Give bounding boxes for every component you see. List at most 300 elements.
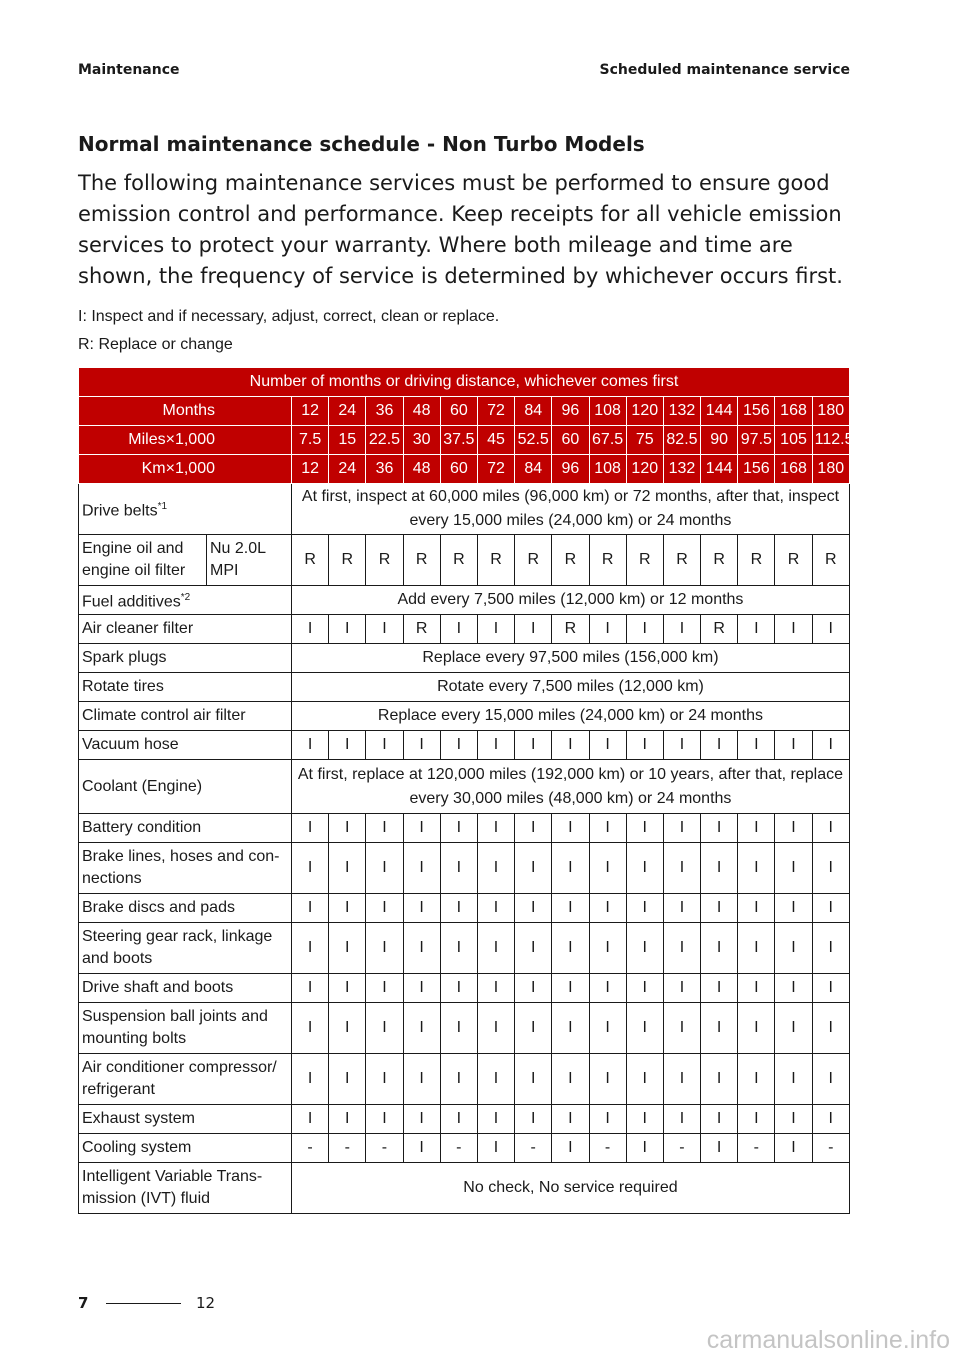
service-action-cell: - bbox=[329, 1134, 366, 1163]
service-action-cell: I bbox=[403, 1105, 440, 1134]
service-action-cell: R bbox=[403, 615, 440, 644]
footer-rule bbox=[106, 1303, 181, 1304]
service-action-cell: I bbox=[626, 1105, 663, 1134]
service-action-cell: I bbox=[515, 814, 552, 843]
service-action-cell: R bbox=[552, 535, 589, 586]
service-action-cell: I bbox=[552, 894, 589, 923]
service-action-cell: I bbox=[552, 814, 589, 843]
table-row bbox=[79, 843, 850, 894]
km-interval-cell: 120 bbox=[626, 455, 663, 484]
service-item bbox=[79, 673, 292, 702]
service-item-label: Spark plugs bbox=[82, 649, 167, 666]
service-item bbox=[79, 1163, 292, 1214]
page-number: 12 bbox=[196, 1294, 216, 1312]
months-interval-cell: 180 bbox=[812, 397, 849, 426]
service-action-cell: I bbox=[440, 731, 477, 760]
header-row-km bbox=[79, 455, 850, 484]
service-item bbox=[79, 1134, 292, 1163]
miles-interval-cell: 75 bbox=[626, 426, 663, 455]
service-action-cell: I bbox=[329, 731, 366, 760]
service-action-cell: I bbox=[626, 894, 663, 923]
service-action-cell: I bbox=[775, 615, 812, 644]
legend-inspect: I: Inspect and if necessary, adjust, correct, clean or replace. bbox=[78, 308, 500, 325]
service-action-cell: I bbox=[292, 894, 329, 923]
service-action-cell: I bbox=[515, 731, 552, 760]
months-interval-cell: 156 bbox=[738, 397, 775, 426]
table-row bbox=[79, 974, 850, 1003]
service-action-cell: I bbox=[701, 843, 738, 894]
miles-interval-cell: 105 bbox=[775, 426, 812, 455]
footnote-mark: *2 bbox=[180, 591, 191, 603]
service-action-cell: R bbox=[552, 615, 589, 644]
table-row bbox=[79, 673, 850, 702]
service-action-cell: I bbox=[552, 1105, 589, 1134]
service-interval-text: At first, replace at 120,000 miles (192,000 km) or 10 years, after that, replace every 30,000 miles (48,000 km) or 24 months bbox=[292, 760, 850, 814]
service-action-cell: I bbox=[663, 731, 700, 760]
service-action-cell: I bbox=[738, 1054, 775, 1105]
table-row bbox=[79, 535, 850, 586]
service-action-cell: I bbox=[552, 1054, 589, 1105]
service-action-cell: I bbox=[589, 894, 626, 923]
service-interval-text: Add every 7,500 miles (12,000 km) or 12 months bbox=[292, 586, 850, 615]
service-action-cell: I bbox=[663, 1054, 700, 1105]
service-interval-text: Replace every 15,000 miles (24,000 km) or 24 months bbox=[292, 702, 850, 731]
service-action-cell: I bbox=[738, 1003, 775, 1054]
service-action-cell: I bbox=[626, 843, 663, 894]
months-interval-cell: 132 bbox=[663, 397, 700, 426]
service-action-cell: I bbox=[477, 843, 514, 894]
service-interval-text: Rotate every 7,500 miles (12,000 km) bbox=[292, 673, 850, 702]
intro-paragraph: The following maintenance services must be performed to ensure good emission control and performance. Keep receipts for all vehicle emission services to protect your warranty. Where both mileage and time are shown, the frequency of service is determined by whichever occurs first. bbox=[78, 171, 843, 288]
service-item-label: Drive belts bbox=[82, 502, 158, 520]
service-action-cell: I bbox=[292, 1054, 329, 1105]
service-action-cell: R bbox=[440, 535, 477, 586]
service-action-cell: I bbox=[403, 731, 440, 760]
service-action-cell: I bbox=[738, 615, 775, 644]
table-row bbox=[79, 1105, 850, 1134]
service-action-cell: I bbox=[812, 894, 849, 923]
service-action-cell: I bbox=[329, 1003, 366, 1054]
service-action-cell: I bbox=[515, 1054, 552, 1105]
service-action-cell: I bbox=[626, 923, 663, 974]
section-title: Normal maintenance schedule - Non Turbo Models bbox=[78, 132, 645, 156]
table-row bbox=[79, 1163, 850, 1214]
service-action-cell: I bbox=[329, 923, 366, 974]
table-row bbox=[79, 644, 850, 673]
table-banner: Number of months or driving distance, whichever comes first bbox=[79, 368, 850, 397]
service-action-cell: I bbox=[366, 615, 403, 644]
service-action-cell: I bbox=[403, 923, 440, 974]
service-action-cell: R bbox=[701, 615, 738, 644]
service-action-cell: I bbox=[663, 974, 700, 1003]
table-row bbox=[79, 894, 850, 923]
service-action-cell: I bbox=[552, 1134, 589, 1163]
table-row bbox=[79, 586, 850, 615]
km-interval-cell: 96 bbox=[552, 455, 589, 484]
service-action-cell: I bbox=[366, 974, 403, 1003]
service-action-cell: I bbox=[515, 923, 552, 974]
service-item-label: Suspension ball joints and mounting bolts bbox=[82, 1008, 268, 1047]
table-row bbox=[79, 484, 850, 535]
service-action-cell: I bbox=[701, 1134, 738, 1163]
service-item bbox=[79, 615, 292, 644]
service-item bbox=[79, 484, 292, 535]
service-action-cell: I bbox=[775, 814, 812, 843]
miles-interval-cell: 112.5 bbox=[812, 426, 849, 455]
service-action-cell: I bbox=[775, 974, 812, 1003]
service-action-cell: I bbox=[515, 615, 552, 644]
service-action-cell: I bbox=[366, 1003, 403, 1054]
service-action-cell: I bbox=[589, 923, 626, 974]
service-action-cell: R bbox=[366, 535, 403, 586]
service-action-cell: I bbox=[589, 615, 626, 644]
miles-interval-cell: 90 bbox=[701, 426, 738, 455]
service-action-cell: R bbox=[812, 535, 849, 586]
miles-interval-cell: 97.5 bbox=[738, 426, 775, 455]
service-interval-text: At first, inspect at 60,000 miles (96,000 km) or 72 months, after that, inspect every 15,000 miles (24,000 km) or 24 months bbox=[292, 484, 850, 535]
service-action-cell: I bbox=[477, 1105, 514, 1134]
service-item-label: Climate control air filter bbox=[82, 707, 246, 724]
service-action-cell: I bbox=[738, 1105, 775, 1134]
service-action-cell: I bbox=[589, 731, 626, 760]
months-interval-cell: 96 bbox=[552, 397, 589, 426]
service-action-cell: I bbox=[626, 974, 663, 1003]
table-row bbox=[79, 731, 850, 760]
service-action-cell: R bbox=[589, 535, 626, 586]
miles-interval-cell: 15 bbox=[329, 426, 366, 455]
service-item-label: Intelligent Variable Trans-mission (IVT) fluid bbox=[82, 1168, 263, 1207]
service-action-cell: I bbox=[775, 843, 812, 894]
service-action-cell: I bbox=[626, 814, 663, 843]
table-row bbox=[79, 760, 850, 814]
service-action-cell: I bbox=[775, 894, 812, 923]
service-action-cell: I bbox=[329, 974, 366, 1003]
service-action-cell: I bbox=[292, 1003, 329, 1054]
miles-label: Miles×1,000 bbox=[79, 426, 292, 455]
service-item bbox=[79, 1105, 292, 1134]
service-action-cell: I bbox=[292, 974, 329, 1003]
km-interval-cell: 168 bbox=[775, 455, 812, 484]
months-interval-cell: 168 bbox=[775, 397, 812, 426]
service-item-label: Air conditioner compressor/ refrigerant bbox=[82, 1059, 277, 1098]
service-action-cell: I bbox=[738, 894, 775, 923]
service-action-cell: I bbox=[329, 843, 366, 894]
header-row-banner bbox=[79, 368, 850, 397]
miles-interval-cell: 7.5 bbox=[292, 426, 329, 455]
service-item bbox=[79, 1054, 292, 1105]
chapter-number: 7 bbox=[78, 1294, 89, 1312]
table-row bbox=[79, 615, 850, 644]
service-action-cell: I bbox=[775, 1105, 812, 1134]
km-interval-cell: 84 bbox=[515, 455, 552, 484]
service-action-cell: I bbox=[292, 923, 329, 974]
service-action-cell: I bbox=[738, 923, 775, 974]
km-interval-cell: 144 bbox=[701, 455, 738, 484]
service-action-cell: I bbox=[477, 731, 514, 760]
service-action-cell: I bbox=[812, 974, 849, 1003]
km-interval-cell: 72 bbox=[477, 455, 514, 484]
miles-interval-cell: 60 bbox=[552, 426, 589, 455]
service-action-cell: I bbox=[366, 923, 403, 974]
service-interval-text: Replace every 97,500 miles (156,000 km) bbox=[292, 644, 850, 673]
service-action-cell: - bbox=[292, 1134, 329, 1163]
service-action-cell: I bbox=[663, 894, 700, 923]
service-item-label: Engine oil and engine oil filter bbox=[82, 540, 186, 579]
service-action-cell: I bbox=[440, 923, 477, 974]
service-action-cell: R bbox=[403, 535, 440, 586]
service-item bbox=[79, 702, 292, 731]
km-label: Km×1,000 bbox=[79, 455, 292, 484]
service-action-cell: I bbox=[589, 1003, 626, 1054]
service-action-cell: I bbox=[329, 1105, 366, 1134]
km-interval-cell: 36 bbox=[366, 455, 403, 484]
service-item-label: Rotate tires bbox=[82, 678, 164, 695]
service-action-cell: I bbox=[552, 843, 589, 894]
service-action-cell: I bbox=[626, 731, 663, 760]
service-action-cell: I bbox=[701, 731, 738, 760]
service-action-cell: I bbox=[812, 1105, 849, 1134]
service-action-cell: I bbox=[589, 814, 626, 843]
service-action-cell: I bbox=[292, 814, 329, 843]
service-action-cell: I bbox=[775, 1134, 812, 1163]
service-action-cell: I bbox=[775, 1003, 812, 1054]
service-action-cell: I bbox=[589, 974, 626, 1003]
miles-interval-cell: 52.5 bbox=[515, 426, 552, 455]
km-interval-cell: 48 bbox=[403, 455, 440, 484]
service-action-cell: I bbox=[812, 923, 849, 974]
service-action-cell: I bbox=[701, 894, 738, 923]
service-action-cell: I bbox=[663, 843, 700, 894]
months-interval-cell: 144 bbox=[701, 397, 738, 426]
service-action-cell: I bbox=[812, 1003, 849, 1054]
service-item-label: Brake lines, hoses and con-nections bbox=[82, 848, 280, 887]
engine-variant: Nu 2.0L MPI bbox=[207, 535, 292, 586]
service-item-label: Drive shaft and boots bbox=[82, 979, 234, 996]
service-action-cell: I bbox=[403, 894, 440, 923]
service-action-cell: I bbox=[292, 615, 329, 644]
service-action-cell: I bbox=[589, 1105, 626, 1134]
service-action-cell: I bbox=[329, 1054, 366, 1105]
maintenance-schedule-table bbox=[78, 367, 854, 1214]
service-action-cell: - bbox=[589, 1134, 626, 1163]
service-item-label: Brake discs and pads bbox=[82, 899, 235, 916]
service-action-cell: R bbox=[663, 535, 700, 586]
table-row bbox=[79, 923, 850, 974]
months-interval-cell: 12 bbox=[292, 397, 329, 426]
table-row bbox=[79, 1054, 850, 1105]
service-action-cell: I bbox=[440, 1054, 477, 1105]
service-action-cell: I bbox=[515, 974, 552, 1003]
service-action-cell: R bbox=[477, 535, 514, 586]
service-action-cell: R bbox=[738, 535, 775, 586]
service-action-cell: I bbox=[477, 1003, 514, 1054]
km-interval-cell: 156 bbox=[738, 455, 775, 484]
months-label: Months bbox=[79, 397, 292, 426]
service-action-cell: I bbox=[440, 843, 477, 894]
service-item-label: Battery condition bbox=[82, 819, 202, 836]
months-interval-cell: 48 bbox=[403, 397, 440, 426]
miles-interval-cell: 67.5 bbox=[589, 426, 626, 455]
service-item-label: Fuel additives bbox=[82, 593, 181, 611]
service-action-cell: I bbox=[701, 1105, 738, 1134]
service-action-cell: I bbox=[515, 894, 552, 923]
service-action-cell: I bbox=[552, 1003, 589, 1054]
service-action-cell: I bbox=[440, 1003, 477, 1054]
service-action-cell: I bbox=[329, 615, 366, 644]
service-interval-text: No check, No service required bbox=[292, 1163, 850, 1214]
header-section: Scheduled maintenance service bbox=[599, 62, 850, 78]
service-action-cell: I bbox=[663, 615, 700, 644]
service-action-cell: I bbox=[366, 843, 403, 894]
km-interval-cell: 12 bbox=[292, 455, 329, 484]
service-action-cell: I bbox=[477, 923, 514, 974]
service-action-cell: R bbox=[292, 535, 329, 586]
service-action-cell: I bbox=[329, 894, 366, 923]
watermark: carmanualsonline.info bbox=[706, 1326, 950, 1354]
header-row-months bbox=[79, 397, 850, 426]
service-action-cell: I bbox=[812, 843, 849, 894]
service-action-cell: I bbox=[477, 894, 514, 923]
service-action-cell: I bbox=[701, 1003, 738, 1054]
service-action-cell: R bbox=[515, 535, 552, 586]
service-item bbox=[79, 894, 292, 923]
service-action-cell: I bbox=[366, 1054, 403, 1105]
service-action-cell: I bbox=[440, 1105, 477, 1134]
miles-interval-cell: 82.5 bbox=[663, 426, 700, 455]
service-item-label: Vacuum hose bbox=[82, 736, 179, 753]
service-action-cell: I bbox=[440, 974, 477, 1003]
service-action-cell: I bbox=[775, 923, 812, 974]
service-action-cell: R bbox=[329, 535, 366, 586]
km-interval-cell: 60 bbox=[440, 455, 477, 484]
miles-interval-cell: 22.5 bbox=[366, 426, 403, 455]
service-item-label: Cooling system bbox=[82, 1139, 192, 1156]
service-action-cell: I bbox=[663, 923, 700, 974]
service-action-cell: I bbox=[775, 731, 812, 760]
service-action-cell: I bbox=[812, 814, 849, 843]
months-interval-cell: 108 bbox=[589, 397, 626, 426]
service-action-cell: I bbox=[366, 814, 403, 843]
service-action-cell: I bbox=[552, 923, 589, 974]
km-interval-cell: 132 bbox=[663, 455, 700, 484]
service-action-cell: I bbox=[701, 1054, 738, 1105]
service-action-cell: I bbox=[812, 1054, 849, 1105]
service-action-cell: I bbox=[366, 731, 403, 760]
service-action-cell: I bbox=[515, 1003, 552, 1054]
table-row bbox=[79, 814, 850, 843]
service-action-cell: I bbox=[477, 1054, 514, 1105]
service-item bbox=[79, 923, 292, 974]
months-interval-cell: 84 bbox=[515, 397, 552, 426]
months-interval-cell: 24 bbox=[329, 397, 366, 426]
service-item-label: Coolant (Engine) bbox=[82, 777, 203, 795]
service-action-cell: I bbox=[329, 814, 366, 843]
service-action-cell: I bbox=[738, 843, 775, 894]
miles-interval-cell: 45 bbox=[477, 426, 514, 455]
service-action-cell: I bbox=[552, 974, 589, 1003]
service-item-label: Air cleaner filter bbox=[82, 620, 194, 637]
service-action-cell: I bbox=[440, 615, 477, 644]
km-interval-cell: 108 bbox=[589, 455, 626, 484]
service-action-cell: I bbox=[552, 731, 589, 760]
service-action-cell: I bbox=[403, 843, 440, 894]
legend-replace: R: Replace or change bbox=[78, 336, 233, 353]
months-interval-cell: 36 bbox=[366, 397, 403, 426]
service-action-cell: I bbox=[626, 615, 663, 644]
service-action-cell: I bbox=[477, 974, 514, 1003]
service-action-cell: I bbox=[292, 731, 329, 760]
service-action-cell: I bbox=[589, 1054, 626, 1105]
service-item bbox=[79, 535, 207, 586]
service-action-cell: I bbox=[515, 1105, 552, 1134]
service-action-cell: I bbox=[738, 814, 775, 843]
service-action-cell: I bbox=[515, 843, 552, 894]
footnote-mark: *1 bbox=[157, 500, 168, 512]
service-item bbox=[79, 1003, 292, 1054]
service-action-cell: I bbox=[812, 615, 849, 644]
service-action-cell: I bbox=[477, 615, 514, 644]
service-action-cell: R bbox=[626, 535, 663, 586]
service-action-cell: I bbox=[738, 974, 775, 1003]
service-item-label: Steering gear rack, linkage and boots bbox=[82, 928, 273, 967]
service-action-cell: I bbox=[701, 814, 738, 843]
service-action-cell: I bbox=[403, 1003, 440, 1054]
service-action-cell: I bbox=[403, 974, 440, 1003]
service-action-cell: I bbox=[701, 923, 738, 974]
service-action-cell: I bbox=[701, 974, 738, 1003]
service-action-cell: I bbox=[440, 814, 477, 843]
service-action-cell: - bbox=[738, 1134, 775, 1163]
service-action-cell: I bbox=[366, 894, 403, 923]
service-action-cell: I bbox=[812, 731, 849, 760]
service-action-cell: I bbox=[775, 1054, 812, 1105]
service-action-cell: I bbox=[626, 1003, 663, 1054]
service-item bbox=[79, 814, 292, 843]
months-interval-cell: 72 bbox=[477, 397, 514, 426]
service-item bbox=[79, 974, 292, 1003]
service-action-cell: I bbox=[403, 1134, 440, 1163]
service-action-cell: - bbox=[515, 1134, 552, 1163]
service-action-cell: I bbox=[738, 731, 775, 760]
table-row bbox=[79, 1134, 850, 1163]
service-item bbox=[79, 843, 292, 894]
months-interval-cell: 60 bbox=[440, 397, 477, 426]
service-action-cell: I bbox=[403, 814, 440, 843]
service-action-cell: - bbox=[812, 1134, 849, 1163]
header-chapter: Maintenance bbox=[78, 62, 180, 78]
service-item bbox=[79, 586, 292, 615]
service-action-cell: I bbox=[477, 1134, 514, 1163]
service-action-cell: I bbox=[366, 1105, 403, 1134]
km-interval-cell: 180 bbox=[812, 455, 849, 484]
service-action-cell: - bbox=[440, 1134, 477, 1163]
service-item bbox=[79, 644, 292, 673]
service-action-cell: I bbox=[589, 843, 626, 894]
months-interval-cell: 120 bbox=[626, 397, 663, 426]
service-action-cell: I bbox=[663, 1105, 700, 1134]
header-row-miles bbox=[79, 426, 850, 455]
service-action-cell: R bbox=[775, 535, 812, 586]
service-action-cell: I bbox=[626, 1054, 663, 1105]
service-action-cell: I bbox=[440, 894, 477, 923]
service-action-cell: I bbox=[626, 1134, 663, 1163]
km-interval-cell: 24 bbox=[329, 455, 366, 484]
service-action-cell: - bbox=[366, 1134, 403, 1163]
service-action-cell: I bbox=[403, 1054, 440, 1105]
service-action-cell: I bbox=[292, 1105, 329, 1134]
service-action-cell: R bbox=[701, 535, 738, 586]
service-action-cell: I bbox=[663, 1003, 700, 1054]
